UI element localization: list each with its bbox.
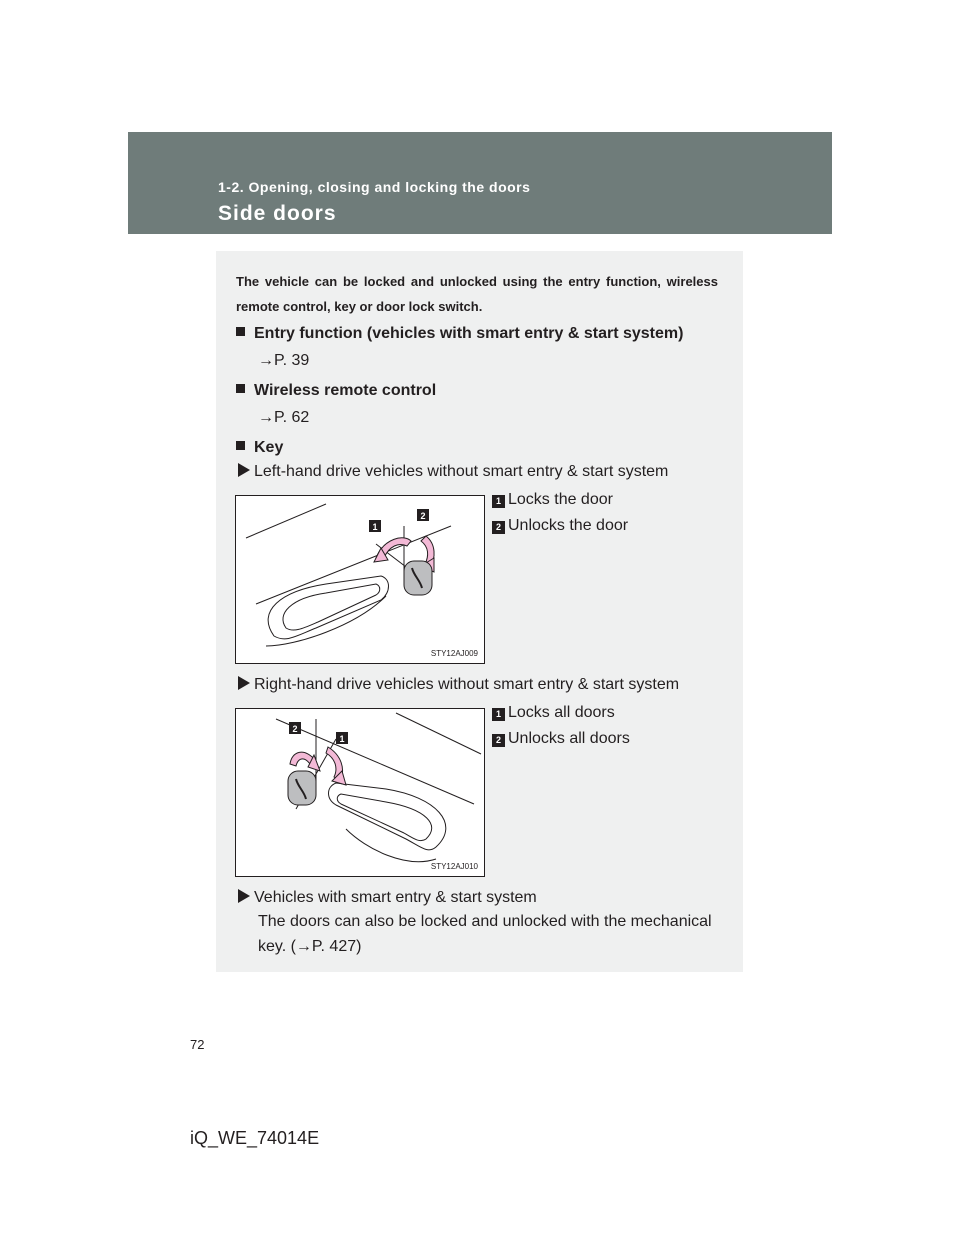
- page-number: 72: [190, 1037, 205, 1052]
- subheading-smart-entry: Vehicles with smart entry & start system: [238, 889, 537, 907]
- door-handle-key-illustration: [236, 709, 484, 876]
- svg-text:2: 2: [292, 724, 298, 734]
- triangle-bullet-icon: [238, 889, 250, 903]
- subheading-lhd: Left-hand drive vehicles without smart entry & start system: [238, 463, 668, 481]
- page-title: Side doors: [218, 202, 337, 225]
- legend-item: 2 Unlocks the door: [492, 517, 628, 543]
- heading-wireless-remote: Wireless remote control: [236, 382, 436, 400]
- legend-item: 1 Locks the door: [492, 491, 628, 517]
- mechanical-key-note: The doors can also be locked and unlocked with the mechanical key. (→P. 427): [258, 913, 712, 955]
- door-handle-key-illustration: [236, 496, 484, 663]
- section-label: 1-2. Opening, closing and locking the doors: [218, 179, 531, 195]
- triangle-bullet-icon: [238, 676, 250, 690]
- svg-text:1: 1: [372, 522, 378, 532]
- subheading-rhd: Right-hand drive vehicles without smart entry & start system: [238, 676, 679, 694]
- square-bullet-icon: [236, 384, 245, 393]
- page-reference[interactable]: →P. 39: [258, 352, 310, 369]
- heading-entry-function: Entry function (vehicles with smart entry & start system): [236, 325, 683, 343]
- legend-item: 1 Locks all doors: [492, 704, 630, 730]
- figure-rhd-door-lock: [235, 708, 485, 877]
- page-header: [128, 132, 832, 234]
- legend-lhd: [492, 491, 628, 543]
- page-reference[interactable]: →P. 62: [258, 409, 310, 426]
- square-bullet-icon: [236, 441, 245, 450]
- content-panel: [216, 251, 743, 972]
- legend-item: 2 Unlocks all doors: [492, 730, 630, 756]
- square-bullet-icon: [236, 327, 245, 336]
- legend-rhd: [492, 704, 630, 756]
- document-code: iQ_WE_74014E: [190, 1128, 320, 1148]
- svg-text:1: 1: [339, 734, 345, 744]
- figure-lhd-door-lock: [235, 495, 485, 664]
- triangle-bullet-icon: [238, 463, 250, 477]
- figure-code: STY12AJ009: [430, 649, 478, 658]
- intro-text: The vehicle can be locked and unlocked using the entry function, wireless remote control, key or door lock switch.: [236, 274, 718, 314]
- svg-text:2: 2: [420, 511, 426, 521]
- figure-code: STY12AJ010: [430, 862, 478, 871]
- heading-key: Key: [236, 439, 283, 457]
